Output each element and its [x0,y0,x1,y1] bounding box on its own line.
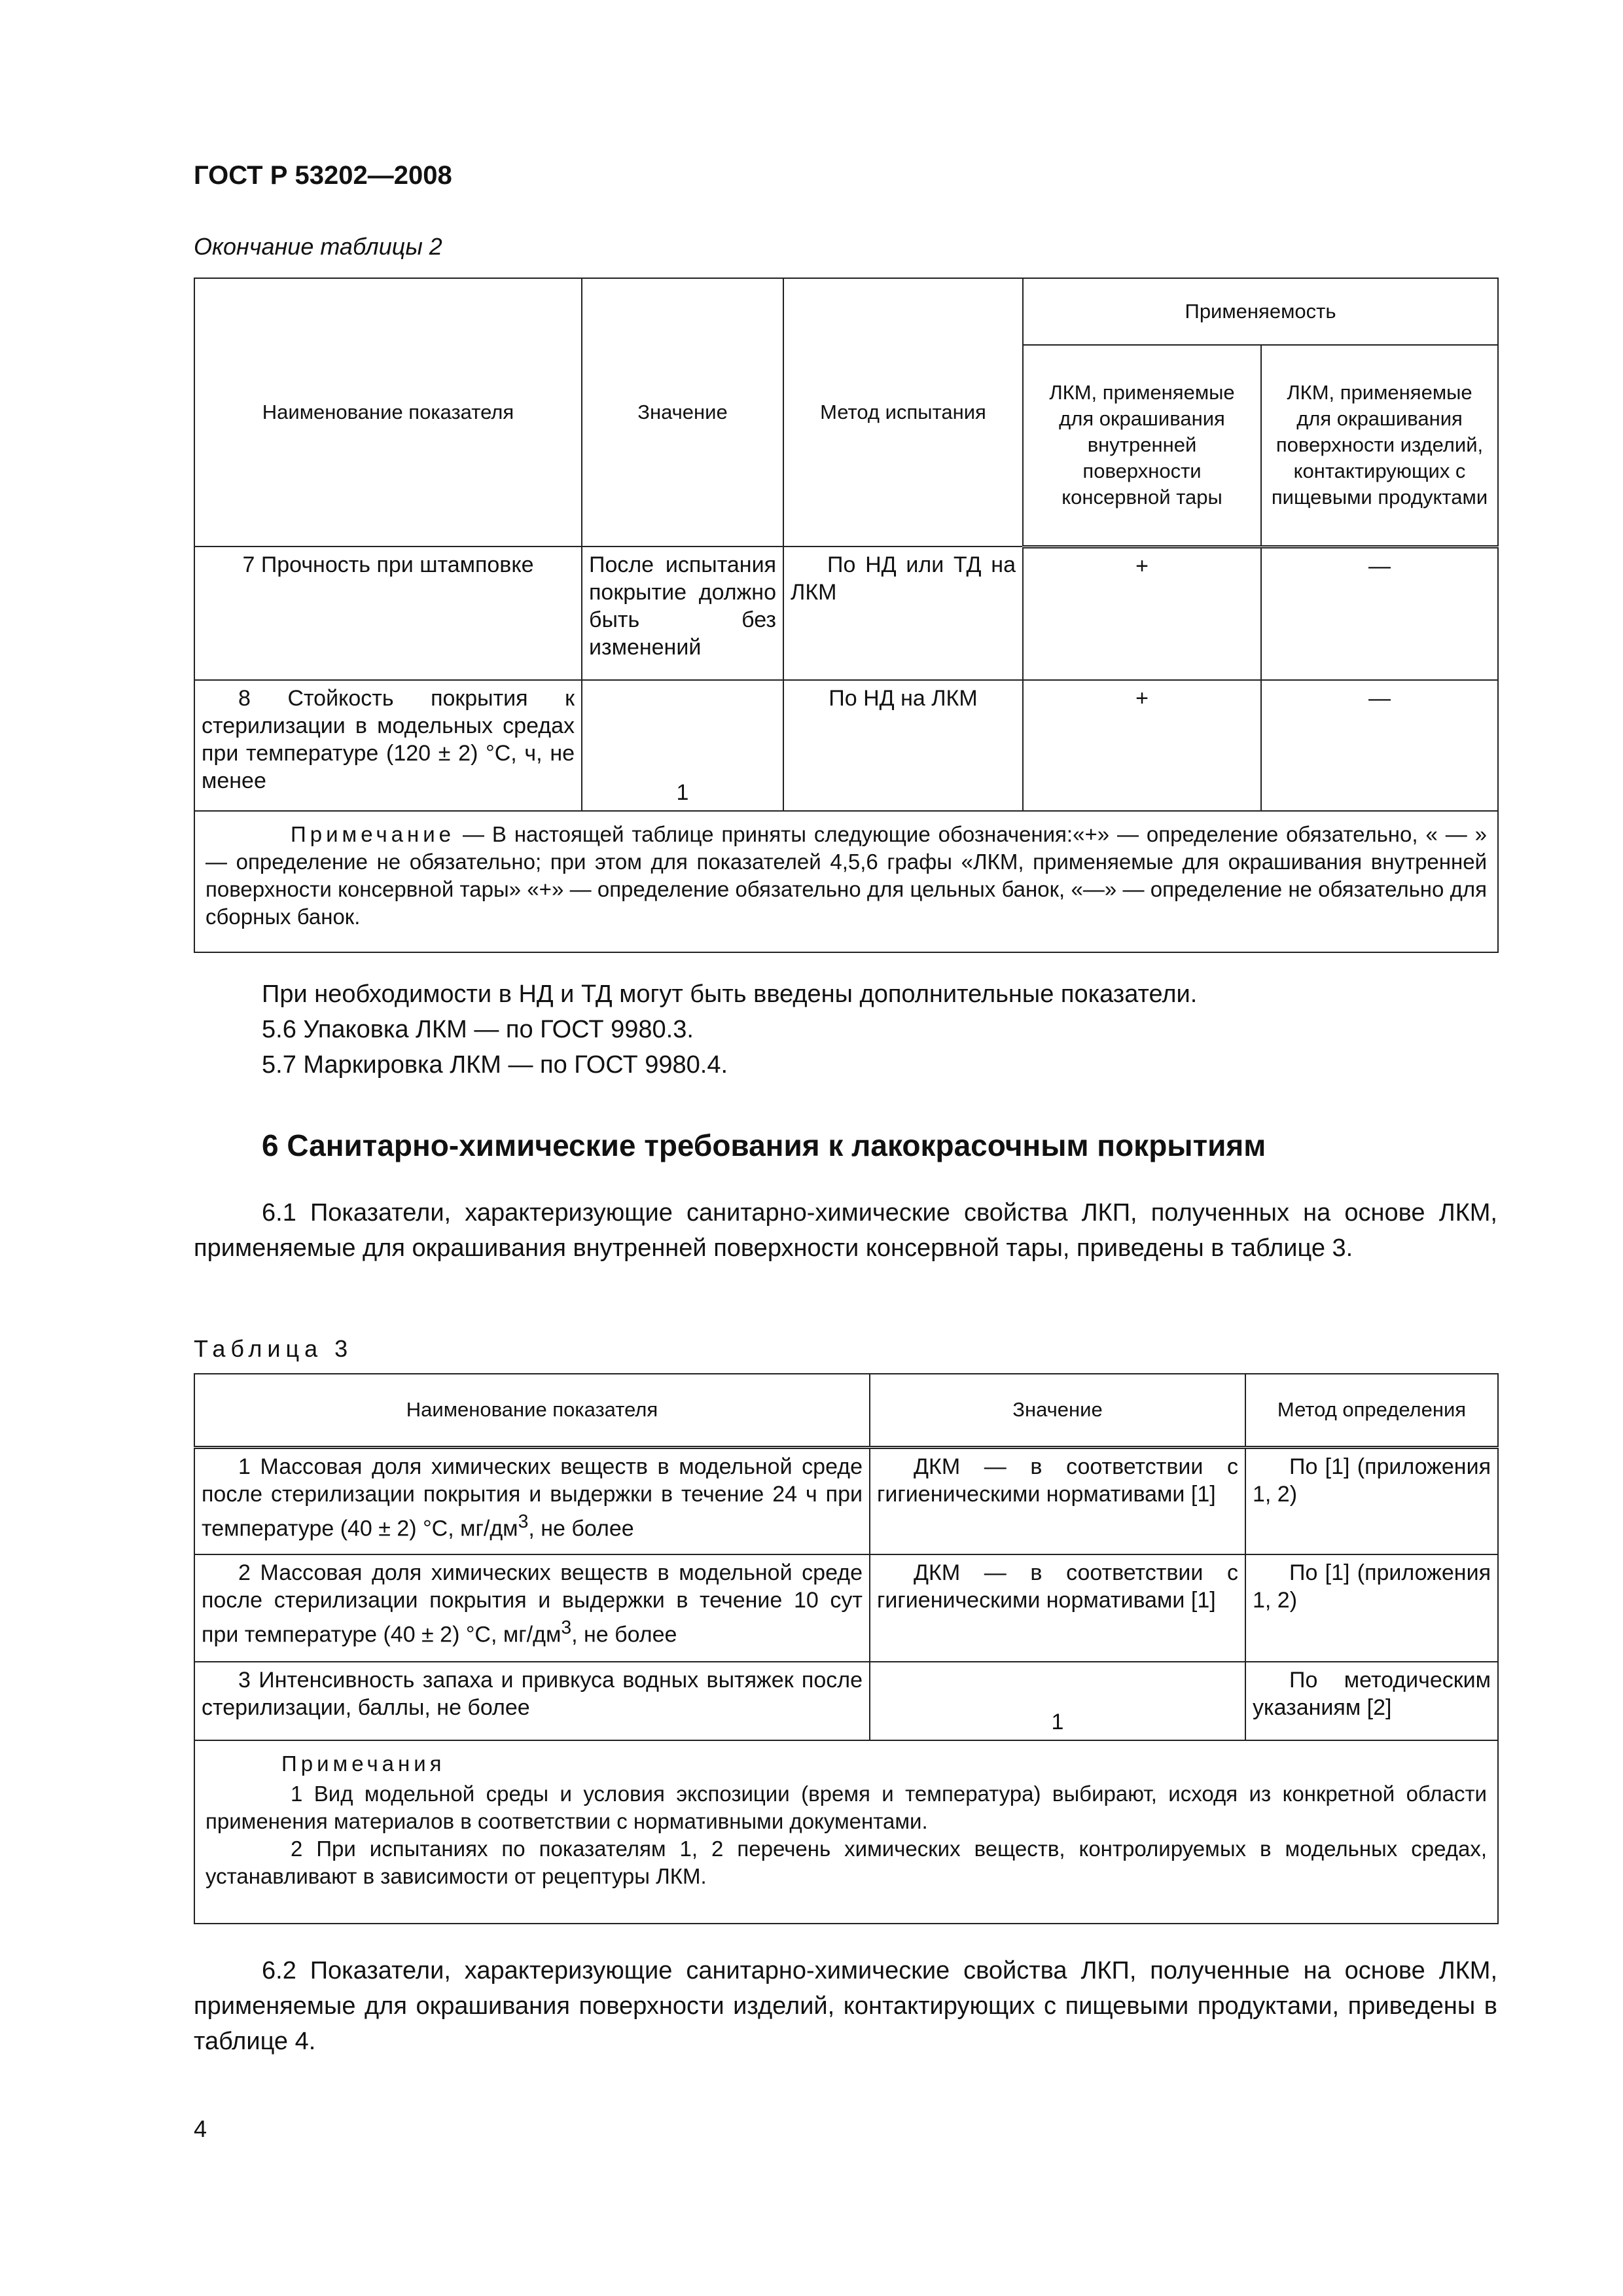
header-indicator-name: Наименование показателя [194,278,582,547]
section-6-heading: 6 Санитарно-химические требования к лакокрасочным покрытиям [262,1128,1266,1162]
row-indicator-name: 8 Стойкость покрытия к стерилизации в модельных средах при температуре (120 ± 2) °С, ч, не менее [194,680,582,811]
row-value: 1 [582,680,783,811]
row-method: По НД или ТД на ЛКМ [783,547,1023,680]
row-method: По [1] (приложения 1, 2) [1245,1447,1498,1554]
note-2: 2 При испытаниях по показателям 1, 2 перечень химических веществ, контролируемых в модельных средах, устанавливают в зависимости от рецептуры ЛКМ. [205,1837,1487,1888]
document-code: ГОСТ Р 53202—2008 [194,161,452,190]
row-method: По методическим указаниям [2] [1245,1662,1498,1740]
header-applicability: Применяемость [1023,278,1498,345]
row-method: По НД на ЛКМ [783,680,1023,811]
row-indicator-name: 7 Прочность при штамповке [194,547,582,680]
table-3-notes [194,1740,1498,1924]
paragraph-5-6: 5.6 Упаковка ЛКМ — по ГОСТ 9980.3. [262,1016,694,1043]
notes-label: Примечания [281,1751,446,1776]
row-inner-mark: + [1023,680,1261,811]
header-food-contact: ЛКМ, применяемые для окрашивания поверхности изделий, контактирующих с пищевыми продуктами [1261,345,1498,547]
row-food-mark: — [1261,680,1498,811]
header-indicator-name: Наименование показателя [194,1374,870,1447]
row-value: ДКМ — в соответствии с гигиеническими нормативами [1] [870,1554,1245,1662]
note-text: — В настоящей таблице приняты следующие обозначения:«+» — определение обязательно, « — » — определение не обязательно; при этом для показателей 4,5,6 графы «ЛКМ, применяемые для окрашивания внутренней поверхности консервной тары» «+» — определение обязательно для цельных банок, «—» — определение не обязательно для сборных банок. [205,822,1488,929]
table-row [194,680,1498,811]
table-3 [194,1373,1499,1924]
header-test-method: Метод испытания [783,278,1023,547]
row-value: 1 [870,1662,1245,1740]
row-indicator-name: 3 Интенсивность запаха и привкуса водных вытяжек после стерилизации, баллы, не более [194,1662,870,1740]
paragraph-6-1: 6.1 Показатели, характеризующие санитарно-химические свойства ЛКП, полученных на основе ЛКМ, применяемые для окрашивания внутренней поверхности консервной тары, приведены в таблице 3. [194,1199,1497,1262]
paragraph-5-7: 5.7 Маркировка ЛКМ — по ГОСТ 9980.4. [262,1051,728,1079]
table-2 [194,278,1499,953]
table-row [194,1554,1498,1662]
header-value: Значение [582,278,783,547]
table-2-note [194,811,1498,952]
table-continuation-label: Окончание таблицы 2 [194,233,442,260]
header-inner-surface: ЛКМ, применяемые для окрашивания внутренней поверхности консервной тары [1023,345,1261,547]
header-method: Метод определения [1245,1374,1498,1447]
table-row [194,1447,1498,1554]
row-value: После испытания покрытие должно быть без изменений [582,547,783,680]
header-value: Значение [870,1374,1245,1447]
row-inner-mark: + [1023,547,1261,680]
row-food-mark: — [1261,547,1498,680]
note-1: 1 Вид модельной среды и условия экспозиции (время и температура) выбирают, исходя из конкретной области применения материалов в соответствии с нормативными документами. [205,1782,1487,1833]
paragraph-additional-indicators: При необходимости в НД и ТД могут быть введены дополнительные показатели. [262,980,1198,1008]
page-number: 4 [194,2115,207,2142]
row-value: ДКМ — в соответствии с гигиеническими нормативами [1] [870,1447,1245,1554]
table-row [194,547,1498,680]
row-indicator-name: 1 Массовая доля химических веществ в модельной среде после стерилизации покрытия и выдержки в течение 24 ч при температуре (40 ± 2) °С, $мг/дм^3$, не более [194,1447,870,1554]
note-label: Примечание [291,822,455,846]
table-3-caption: Таблица 3 [194,1335,353,1362]
row-method: По [1] (приложения 1, 2) [1245,1554,1498,1662]
table-row [194,1662,1498,1740]
row-indicator-name: 2 Массовая доля химических веществ в модельной среде после стерилизации покрытия и выдержки в течение 10 сут при температуре (40 ± 2) °С, $мг/дм^3$, не более [194,1554,870,1662]
paragraph-6-2: 6.2 Показатели, характеризующие санитарно-химические свойства ЛКП, полученные на основе ЛКМ, применяемые для окрашивания поверхности изделий, контактирующих с пищевыми продуктами, приведены в таблице 4. [194,1957,1497,2055]
